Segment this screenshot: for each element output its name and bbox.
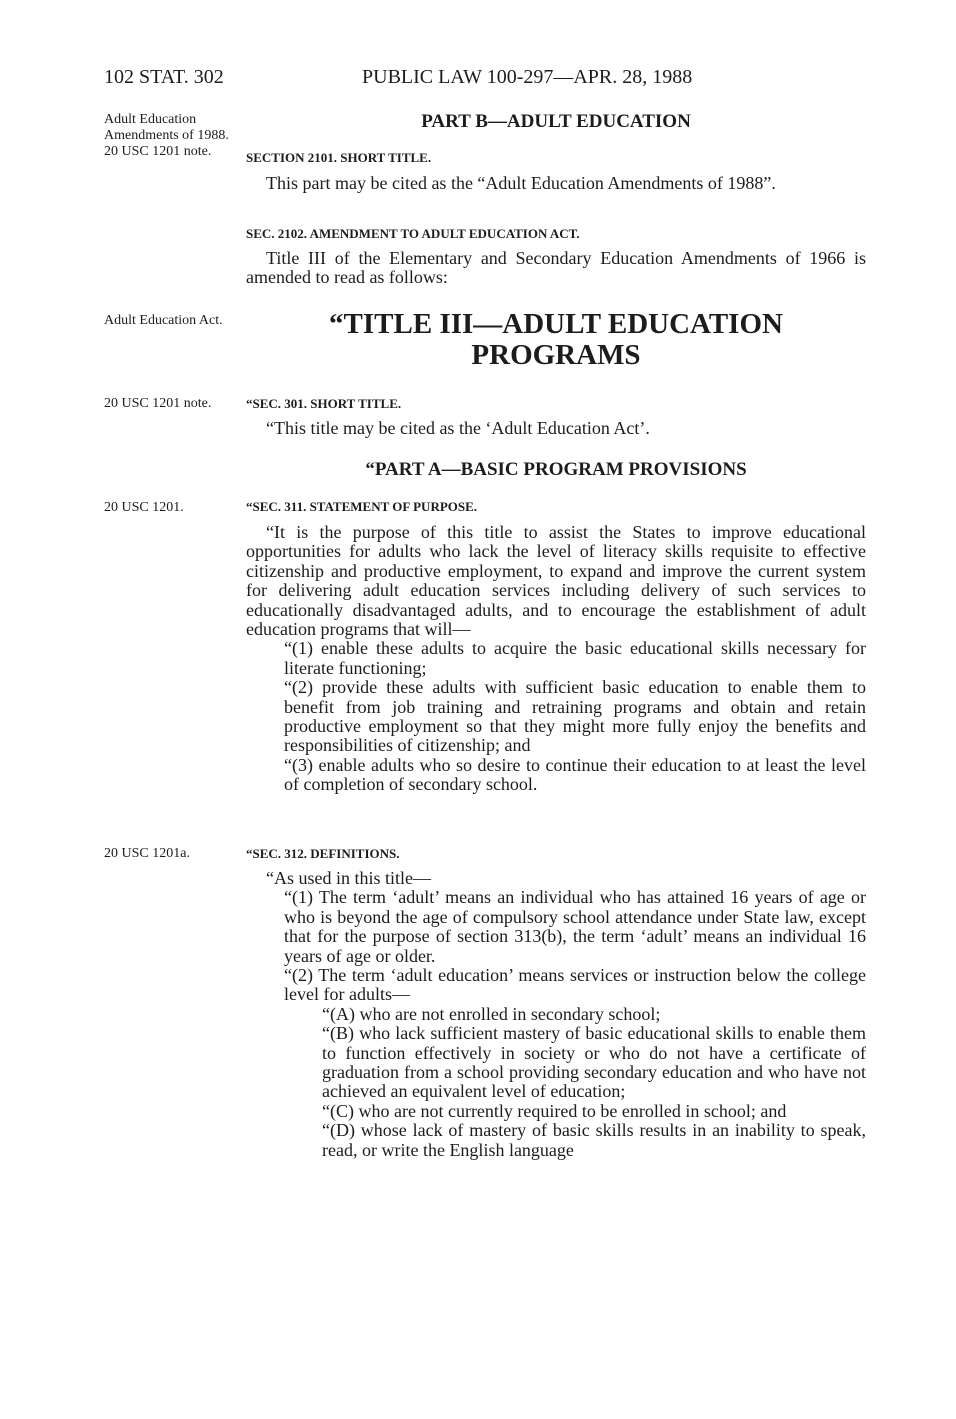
paragraph: “(2) provide these adults with sufficient basic education to enable them to benefit from job training and retraining programs and obtain and retain productive employment so that they might more fully enjoy the benefits and responsibilities of citizenship; and: [284, 677, 866, 756]
page-stat-number: 102 STAT. 302: [104, 66, 224, 88]
margin-note-usc: 20 USC 1201 note.: [104, 396, 212, 411]
section-2102-heading: SEC. 2102. AMENDMENT TO ADULT EDUCATION ACT.: [246, 226, 580, 241]
definition: “(1) The term ‘adult’ means an individual who has attained 16 years of age or who is beyond the age of compulsory school attendance under State law, except that for the purpose of section 313(b), the term ‘adult’ means an individual 16 years of age or older.: [284, 887, 866, 966]
part-a-heading: “PART A—BASIC PROGRAM PROVISIONS: [365, 459, 747, 480]
section-311-heading: “SEC. 311. STATEMENT OF PURPOSE.: [246, 499, 478, 514]
paragraph: “As used in this title—: [266, 868, 431, 888]
paragraph: “(3) enable adults who so desire to continue their education to at least the level of completion of secondary school.: [284, 754, 866, 795]
definition-clause: “(C) who are not currently required to be enrolled in school; and: [322, 1100, 787, 1121]
section-311-body: [246, 523, 866, 795]
definition-clause: “(A) who are not enrolled in secondary school;: [322, 1003, 661, 1024]
paragraph: [246, 639, 866, 678]
margin-note-usc: 20 USC 1201a.: [104, 846, 190, 861]
section-312-body: [246, 869, 866, 1160]
section-312-heading: “SEC. 312. DEFINITIONS.: [246, 846, 400, 861]
margin-note-amendments: [104, 112, 239, 160]
section-2102-text: Title III of the Elementary and Secondary Education Amendments of 1966 is amended to read as follows:: [246, 248, 866, 288]
section-301-text: “This title may be cited as the ‘Adult Education Act’.: [266, 418, 650, 438]
margin-note-act: Adult Education Act.: [104, 313, 223, 328]
definition-clause: “(B) who lack sufficient mastery of basic educational skills to enable them to function effectively in society or who do not have a certificate of graduation from a school providing secondary education and who have not achieved an equivalent level of education;: [322, 1023, 866, 1102]
margin-note-text: 20 USC 1201 note.: [104, 144, 212, 159]
section-2101-heading: SECTION 2101. SHORT TITLE.: [246, 150, 432, 165]
margin-note-text: Adult Education Amendments of 1988.: [104, 112, 229, 143]
title-iii-line: PROGRAMS: [471, 339, 641, 371]
paragraph-text: “(1) enable these adults to acquire the basic educational skills necessary for literate functioning;: [284, 638, 866, 678]
title-iii-line: “TITLE III—ADULT EDUCATION: [329, 308, 783, 340]
paragraph: “It is the purpose of this title to assist the States to improve educational opportunities for adults who lack the level of literacy skills requisite to effective citizenship and productive employment, to expand and improve the current system for delivering adult education services including delivery of such services to educationally disadvantaged adults, and to encourage the establishment of adult education programs that will—: [246, 522, 866, 640]
title-iii-heading: [246, 309, 866, 371]
definition: “(2) The term ‘adult education’ means services or instruction below the college level for adults—: [284, 965, 866, 1005]
section-2101-text: This part may be cited as the “Adult Education Amendments of 1988”.: [266, 173, 776, 193]
section-301-heading: “SEC. 301. SHORT TITLE.: [246, 396, 402, 411]
part-b-heading: PART B—ADULT EDUCATION: [421, 111, 691, 132]
margin-note-usc: 20 USC 1201.: [104, 500, 184, 515]
definition-clause: “(D) whose lack of mastery of basic skills results in an inability to speak, read, or write the English language: [322, 1120, 866, 1160]
running-header-law: PUBLIC LAW 100-297—APR. 28, 1988: [362, 66, 693, 88]
